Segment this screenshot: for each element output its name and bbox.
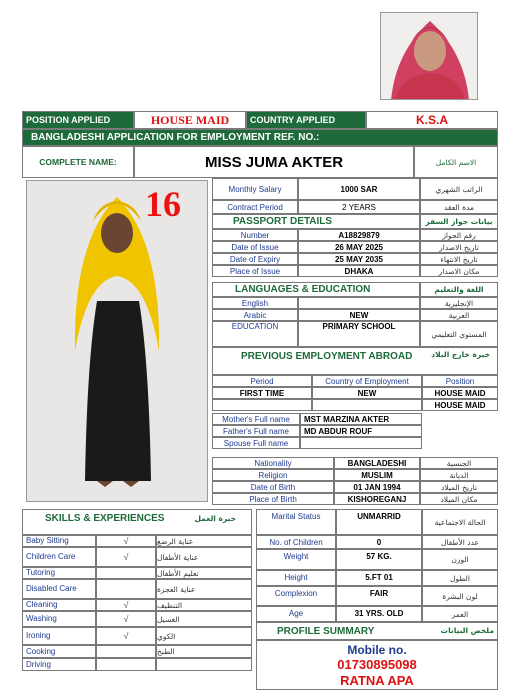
skill-ar: عناية الأطفال [156,547,252,567]
passport-issue-label: Date of Issue [212,241,298,253]
full-body-photo [26,180,208,502]
detail-value: UNMARRID [336,509,422,535]
dob-label: Date of Birth [212,481,334,493]
skill-check: √ [96,611,156,627]
skill-ar: تعليم الأطفال [156,567,252,579]
lang-english-value [298,297,420,309]
father-label: Father's Full name [212,425,300,437]
complete-name-label: COMPLETE NAME: [22,146,134,178]
skill-ar [156,658,252,671]
pob-ar: مكان الميلاد [420,493,498,505]
dob-ar: تاريخ الميلاد [420,481,498,493]
skills-title: SKILLS & EXPERIENCES [22,509,252,535]
skill-check [96,579,156,599]
detail-ar: الوزن [422,549,498,570]
detail-label: Complexion [256,586,336,606]
mother-label: Mother's Full name [212,413,300,425]
profile-title: PROFILE SUMMARY [256,622,498,640]
prev-row2-period [212,399,312,411]
skill-label: Cleaning [22,599,96,611]
passport-title: PASSPORT DETAILS [212,214,420,229]
passport-number-label: Number [212,229,298,241]
photo-number: 16 [145,184,181,224]
skill-label: Cooking [22,645,96,658]
detail-ar: العمر [422,606,498,622]
skill-label: Disabled Care [22,579,96,599]
position-value: HOUSE MAID [134,111,246,129]
skill-label: Ironing [22,627,96,645]
religion-value: MUSLIM [334,469,420,481]
passport-photo [380,12,478,100]
country-value: K.S.A [366,111,498,129]
mobile-label: Mobile no. [347,643,407,657]
prev-row1-period: FIRST TIME [212,387,312,399]
spouse-value [300,437,422,449]
mobile-number: 01730895098 [337,657,417,672]
agent-name: RATNA APA [340,673,414,688]
skill-ar: الغسيل [156,611,252,627]
passport-issue-ar: تاريخ الاصدار [420,241,498,253]
education-ar: المستوى التعليمي [420,321,498,347]
detail-ar: الطول [422,570,498,586]
detail-label: Age [256,606,336,622]
lang-english-label: English [212,297,298,309]
position-label: POSITION APPLIED [22,111,134,129]
lang-english-ar: الإنجليزية [420,297,498,309]
passport-expiry-value: 25 MAY 2035 [298,253,420,265]
lang-arabic-label: Arabic [212,309,298,321]
spouse-label: Spouse Full name [212,437,300,449]
detail-value: 5.FT 01 [336,570,422,586]
salary-ar: الراتب الشهري [420,178,498,200]
detail-value: 57 KG. [336,549,422,570]
skill-ar: الطبخ [156,645,252,658]
skill-label: Driving [22,658,96,671]
nationality-ar: الجنسية [420,457,498,469]
father-value: MD ABDUR ROUF [300,425,422,437]
passport-expiry-label: Date of Expiry [212,253,298,265]
salary-label: Monthly Salary [212,178,298,200]
religion-label: Religion [212,469,334,481]
skill-ar: الكوي [156,627,252,645]
complete-name-value: MISS JUMA AKTER [134,146,414,178]
passport-place-label: Place of Issue [212,265,298,277]
contract-ar: مدة العقد [420,200,498,214]
passport-number-ar: رقم الجواز [420,229,498,241]
passport-number-value: A18829879 [298,229,420,241]
passport-title-ar: بيانات جواز السفر [420,214,498,229]
prev-row2-country [312,399,422,411]
skill-label: Tutoring [22,567,96,579]
salary-value: 1000 SAR [298,178,420,200]
skill-check: √ [96,627,156,645]
detail-label: No. of Children [256,535,336,549]
skill-label: Baby Sitting [22,535,96,547]
mother-value: MST MARZINA AKTER [300,413,422,425]
lang-arabic-value: NEW [298,309,420,321]
detail-ar: الحالة الاجتماعية [422,509,498,535]
detail-ar: عدد الأطفال [422,535,498,549]
prev-row1-position: HOUSE MAID [422,387,498,399]
skill-label: Children Care [22,547,96,567]
detail-ar: لون البشرة [422,586,498,606]
nationality-label: Nationality [212,457,334,469]
prev-row2-position: HOUSE MAID [422,399,498,411]
skills-title-ar: خبرة العمل [194,514,236,523]
passport-place-value: DHAKA [298,265,420,277]
skill-check: √ [96,547,156,567]
detail-value: 31 YRS. OLD [336,606,422,622]
detail-label: Height [256,570,336,586]
country-label: COUNTRY APPLIED [246,111,366,129]
contract-label: Contract Period [212,200,298,214]
previous-title: PREVIOUS EMPLOYMENT ABROAD [212,347,498,375]
contract-value: 2 YEARS [298,200,420,214]
skill-check [96,658,156,671]
form-title: BANGLADESHI APPLICATION FOR EMPLOYMENT REF. NO.: [22,129,498,146]
prev-row1-country: NEW [312,387,422,399]
passport-place-ar: مكان الاصدار [420,265,498,277]
detail-value: 0 [336,535,422,549]
education-label: EDUCATION [212,321,298,347]
prev-header-country: Country of Employment [312,375,422,387]
nationality-value: BANGLADESHI [334,457,420,469]
skill-ar: عناية الرضع [156,535,252,547]
detail-label: Marital Status [256,509,336,535]
education-value: PRIMARY SCHOOL [298,321,420,347]
pob-label: Place of Birth [212,493,334,505]
skill-ar: عناية العجزة [156,579,252,599]
skill-check: √ [96,535,156,547]
prev-header-position: Position [422,375,498,387]
detail-label: Weight [256,549,336,570]
lang-arabic-ar: العربية [420,309,498,321]
religion-ar: الديانة [420,469,498,481]
prev-header-period: Period [212,375,312,387]
passport-issue-value: 26 MAY 2025 [298,241,420,253]
skill-label: Washing [22,611,96,627]
previous-title-ar: خبرة خارج البلاد [431,350,490,359]
skill-check [96,567,156,579]
languages-title: LANGUAGES & EDUCATION [212,282,420,297]
skill-check: √ [96,599,156,611]
detail-value: FAIR [336,586,422,606]
passport-expiry-ar: تاريخ الانتهاء [420,253,498,265]
skill-check [96,645,156,658]
languages-title-ar: اللغة والتعليم [420,282,498,297]
complete-name-ar: الاسم الكامل [414,146,498,178]
skill-ar: التنظيف [156,599,252,611]
dob-value: 01 JAN 1994 [334,481,420,493]
profile-title-ar: ملخص البيانات [440,626,494,635]
pob-value: KISHOREGANJ [334,493,420,505]
